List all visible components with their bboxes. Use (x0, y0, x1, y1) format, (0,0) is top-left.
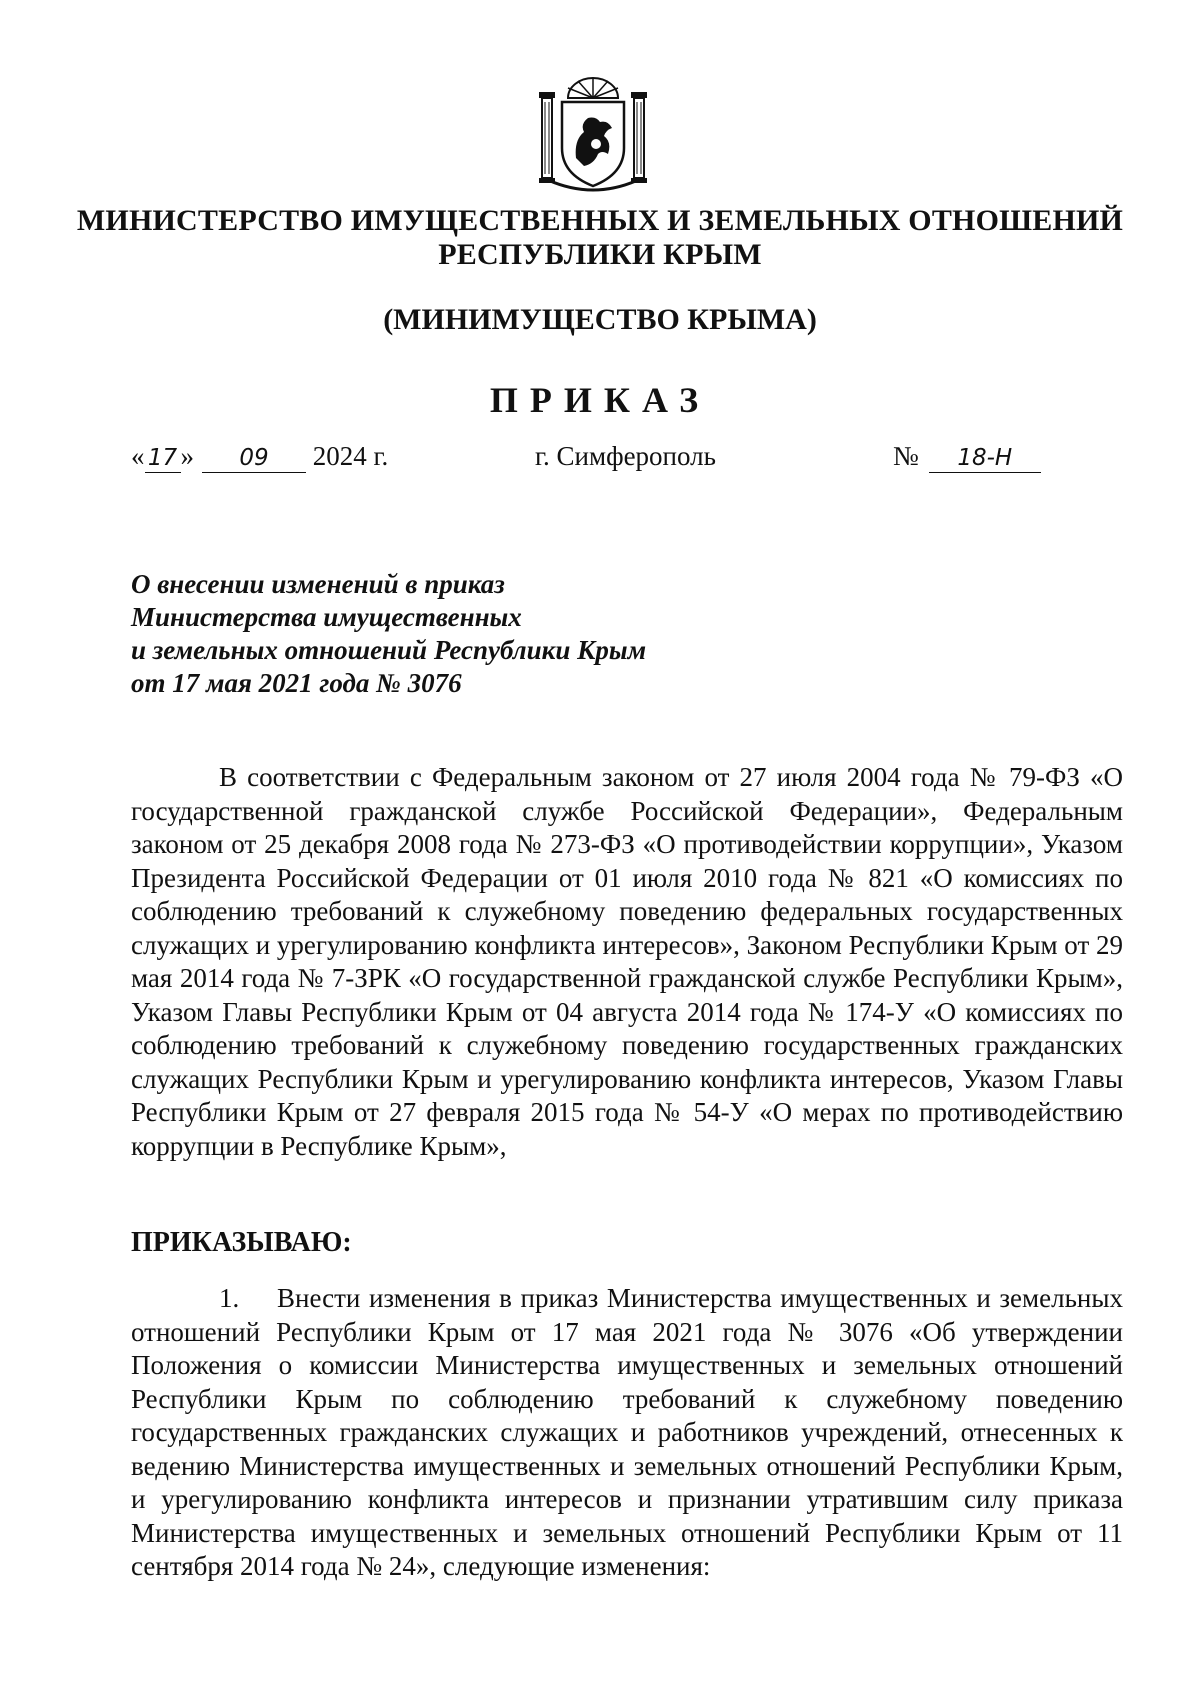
subject-line-1: О внесении изменений в приказ (131, 569, 505, 599)
coat-of-arms-icon (538, 76, 648, 194)
handwritten-day: 17 (145, 444, 181, 473)
order-heading: ПРИКАЗЫВАЮ: (131, 1227, 352, 1258)
handwritten-number: 18-Н (929, 444, 1041, 473)
handwritten-month: 09 (202, 444, 306, 473)
document-city: г. Симферополь (535, 441, 716, 471)
ministry-name-line2: РЕСПУБЛИКИ КРЫМ (438, 238, 762, 271)
document-subject (131, 568, 691, 700)
subject-line-3: и земельных отношений Республики Крым (131, 635, 647, 665)
number-sign: № (893, 441, 919, 471)
ministry-name-line1: МИНИСТЕРСТВО ИМУЩЕСТВЕННЫХ И ЗЕМЕЛЬНЫХ ОТНОШЕНИЙ (76, 204, 1124, 237)
subject-line-2: Министерства имущественных (131, 602, 522, 632)
date-quote-open: « (131, 441, 145, 471)
date-quote-close: » (180, 441, 194, 471)
subject-line-4: от 17 мая 2021 года № 3076 (131, 668, 462, 698)
order-item-1 (131, 1282, 1123, 1584)
document-type-title: ПРИКАЗ (489, 380, 711, 420)
preamble-paragraph: В соответствии с Федеральным законом от 27 июля 2004 года № 79-ФЗ «О государственной гражданской службе Российской Федерации», Федеральным законом от 25 декабря 2008 года № 273-ФЗ «О противодействии коррупции», Указом Президента Российской Федерации от 01 июля 2010 года № 821 «О комиссиях по соблюдению требований к служебному поведению федеральных государственных служащих и урегулированию конфликта интересов», Законом Республики Крым от 29 мая 2014 года № 7-ЗРК «О государственной гражданской службе Республики Крым», Указом Главы Республики Крым от 04 августа 2014 года № 174-У «О комиссиях по соблюдению требований к служебному поведению государственных гражданских служащих Республики Крым и урегулированию конфликта интересов, Указом Главы Республики Крым от 27 февраля 2015 года № 54-У «О мерах по противодействию коррупции в Республике Крым», (131, 762, 1123, 1161)
document-date (131, 438, 451, 478)
ministry-short-name: (МИНИМУЩЕСТВО КРЫМА) (383, 303, 817, 336)
order-item-1-number: 1. (219, 1283, 240, 1313)
order-item-1-text: Внести изменения в приказ Министерства имущественных и земельных отношений Республики Крым от 17 мая 2021 года № 3076 «Об утверждении Положения о комиссии Министерства имущественных и земельных отношений Республики Крым по соблюдению требований к служебному поведению государственных гражданских служащих и работников учреждений, отнесенных к ведению Министерства имущественных и земельных отношений Республики Крым, и урегулированию конфликта интересов и признании утратившим силу приказа Министерства имущественных и земельных отношений Республики Крым от 11 сентября 2014 года № 24», следующие изменения: (131, 1283, 1123, 1581)
ministry-name (60, 204, 1140, 272)
date-year: 2024 г. (312, 441, 389, 471)
document-number (893, 438, 1073, 478)
